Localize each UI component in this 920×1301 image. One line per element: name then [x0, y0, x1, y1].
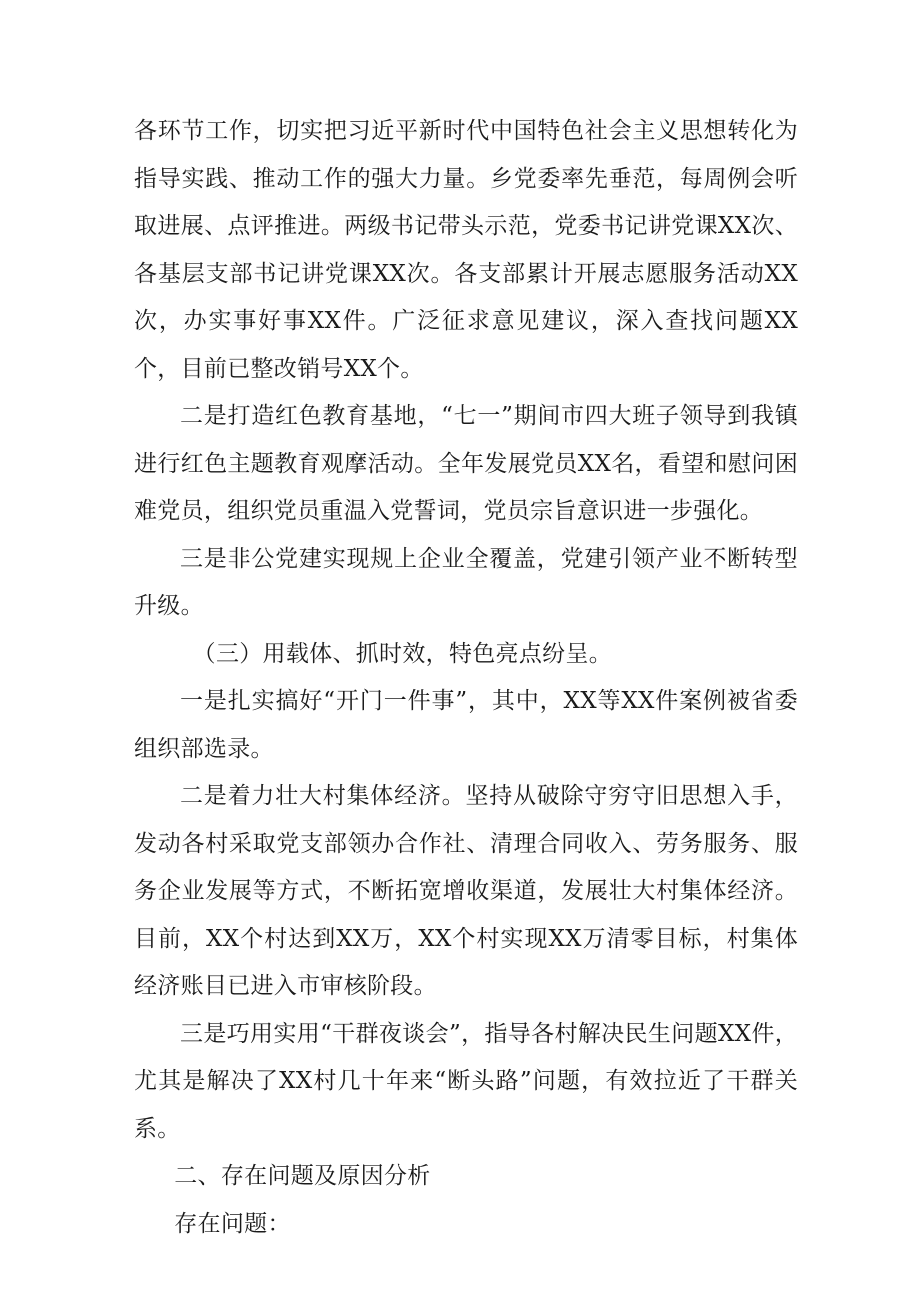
paragraph-red-education-base: 二是打造红色教育基地，“七一”期间市四大班子领导到我镇进行红色主题教育观摩活动。全年发展党员XX名，看望和慰问困难党员，组织党员重温入党誓词，党员宗旨意识进一步强化。 — [134, 403, 798, 524]
paragraph-continuation: 各环节工作，切实把习近平新时代中国特色社会主义思想转化为指导实践、推动工作的强大力量。乡党委率先垂范，每周例会听取进展、点评推进。两级书记带头示范，党委书记讲党课XX次、各基层支部书记讲党课XX次。各支部累计开展志愿服务活动XX次，办实事好事XX件。广泛征求意见建议，深入查找问题XX个，目前已整改销号XX个。 — [134, 118, 798, 382]
paragraph-non-public-party-building: 三是非公党建实现规上企业全覆盖，党建引领产业不断转型升级。 — [134, 545, 798, 619]
paragraph-night-talk-meeting: 三是巧用实用“干群夜谈会”，指导各村解决民生问题XX件，尤其是解决了XX村几十年来“断头路”问题，有效拉近了干群关系。 — [134, 1020, 798, 1142]
paragraph-village-collective-economy: 二是着力壮大村集体经济。坚持从破除守穷守旧思想入手，发动各村采取党支部领办合作社、清理合同收入、劳务服务、服务企业发展等方式，不断拓宽增收渠道，发展壮大村集体经济。目前，XX个村达到XX万，XX个村实现XX万清零目标，村集体经济账目已进入市审核阶段。 — [134, 783, 798, 999]
existing-problems-label: 存在问题： — [174, 1210, 291, 1237]
section-subheading-3: （三）用载体、抓时效，特色亮点纷呈。 — [192, 640, 613, 667]
document-body — [134, 108, 798, 1248]
paragraph-open-door-one-thing: 一是扎实搞好“开门一件事”，其中，XX等XX件案例被省委组织部选录。 — [134, 688, 798, 762]
section-heading-2: 二、存在问题及原因分析 — [174, 1163, 431, 1189]
